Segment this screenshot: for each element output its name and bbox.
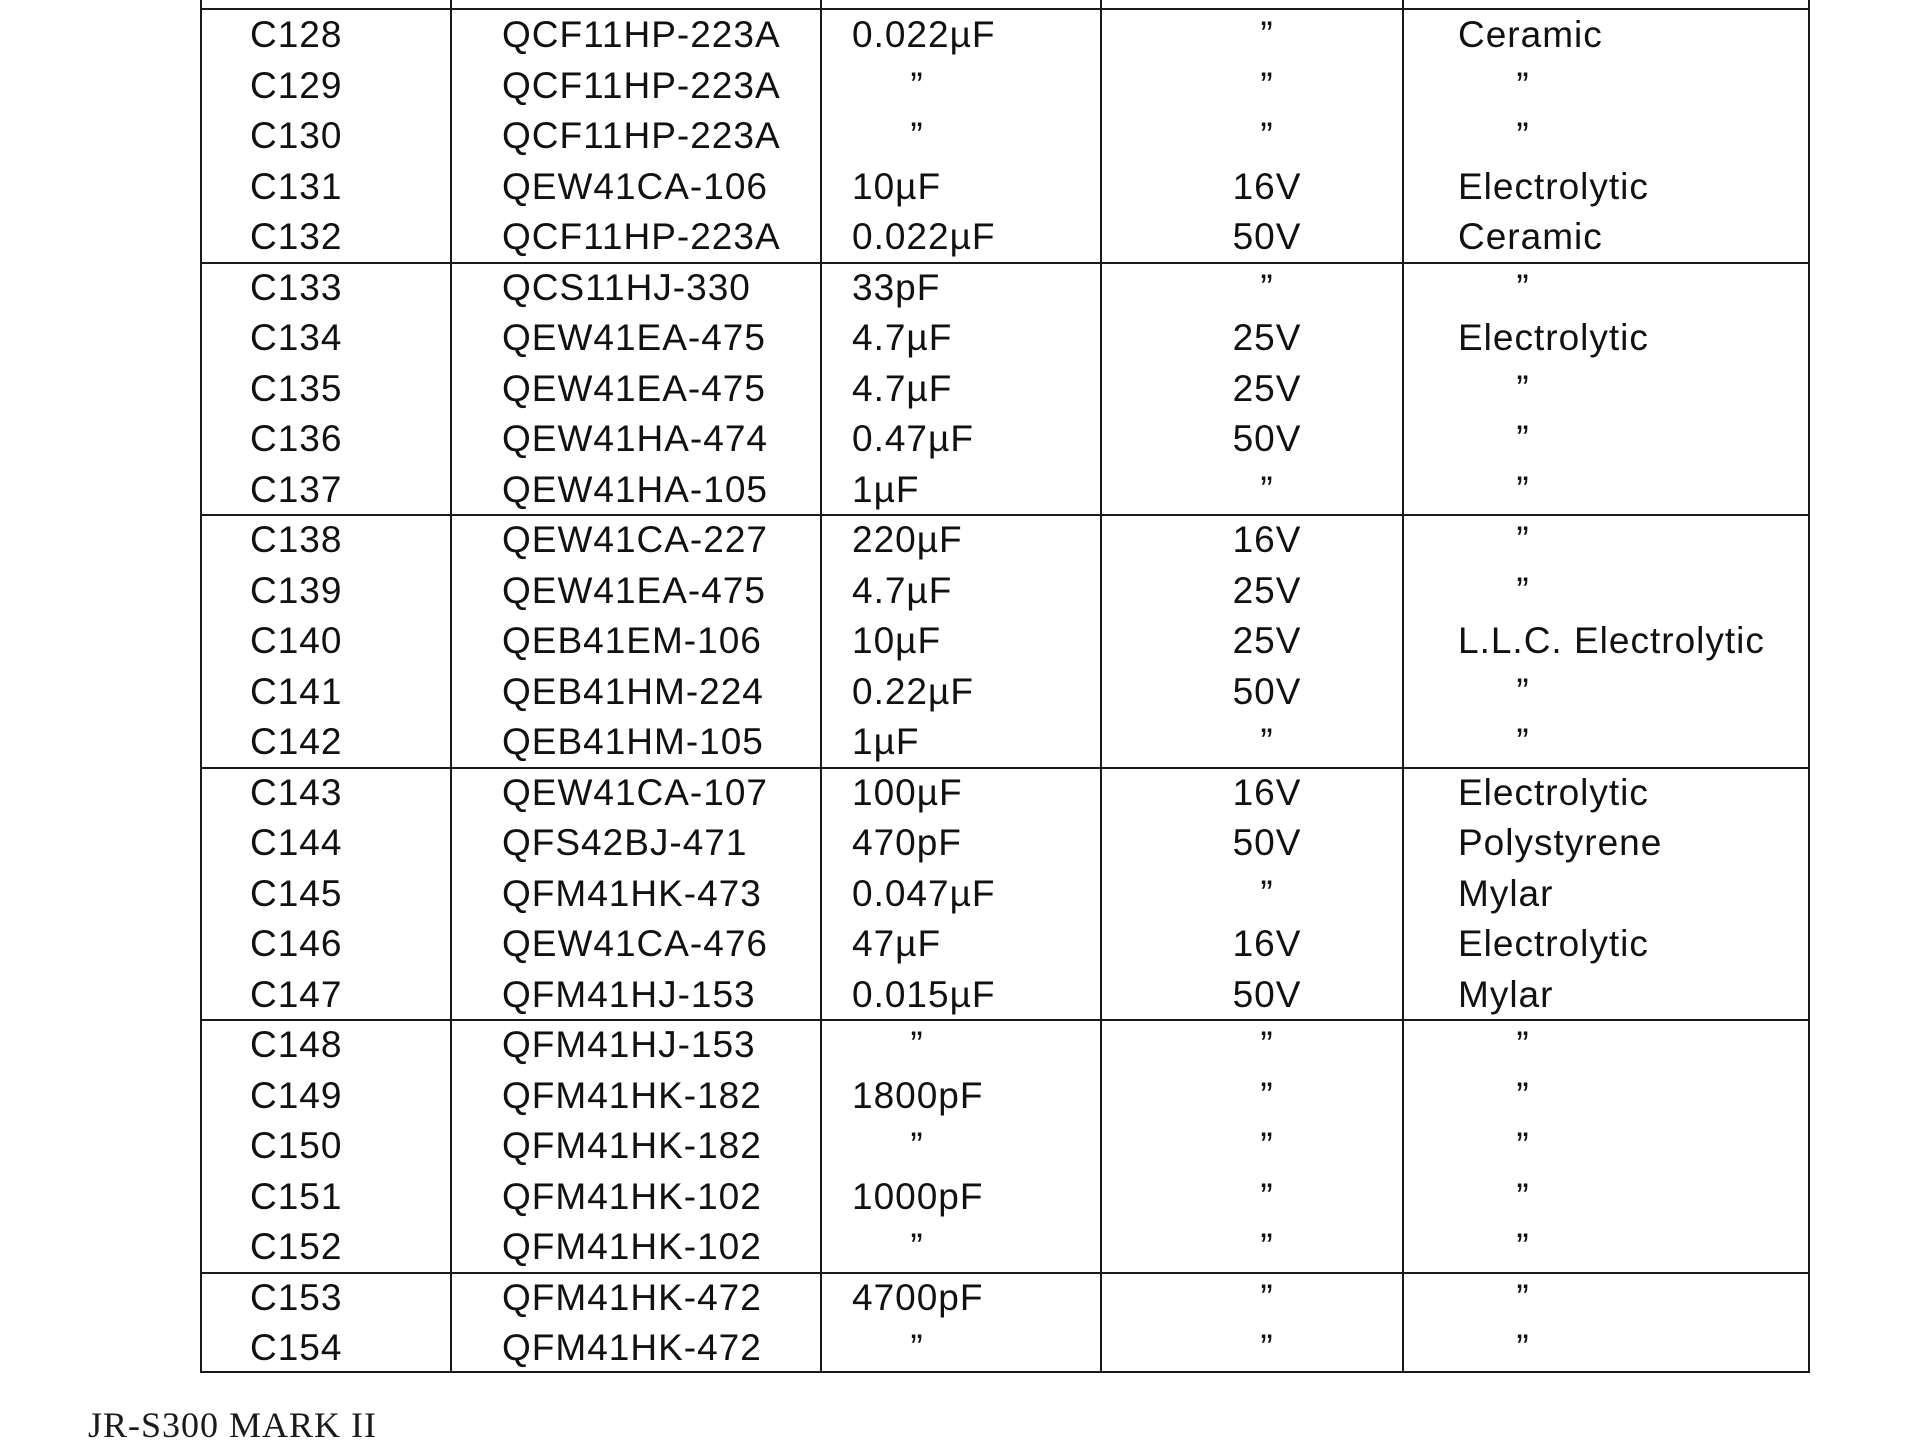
table-row [202, 768, 1808, 818]
ref-cell: C133 [250, 266, 343, 308]
value-cell: ” [910, 1125, 924, 1166]
part-number-cell: QFM41HK-102 [502, 1175, 762, 1217]
type-cell: ” [1516, 64, 1530, 106]
value-cell: 4.7µF [852, 569, 953, 611]
table-row [202, 616, 1808, 666]
ref-cell: C154 [250, 1327, 343, 1368]
type-cell: Mylar [1458, 872, 1554, 914]
type-cell: ” [1516, 1125, 1530, 1166]
value-cell: ” [910, 1024, 924, 1065]
group-divider [202, 1019, 1808, 1021]
value-cell: ” [910, 1226, 924, 1267]
ref-cell: C129 [250, 64, 343, 106]
table-row [202, 1121, 1808, 1171]
table-row [202, 869, 1808, 919]
value-cell: 1µF [852, 721, 920, 762]
voltage-cell: 25V [1232, 367, 1302, 409]
ref-cell: C148 [250, 1024, 343, 1065]
value-cell: 0.022µF [852, 14, 996, 55]
type-cell: L.L.C. Electrolytic [1458, 620, 1765, 661]
voltage-cell: ” [1260, 468, 1274, 510]
table-row [202, 212, 1808, 262]
value-cell: ” [910, 64, 924, 106]
table-row [202, 162, 1808, 212]
ref-cell: C144 [250, 822, 343, 863]
ref-cell: C149 [250, 1074, 343, 1116]
type-cell: ” [1516, 519, 1530, 560]
ref-cell: C142 [250, 721, 343, 762]
value-cell: 4.7µF [852, 367, 953, 409]
voltage-cell: 25V [1232, 620, 1302, 661]
type-cell: ” [1516, 367, 1530, 409]
table-row [202, 111, 1808, 161]
ref-cell: C135 [250, 367, 343, 409]
part-number-cell: QEW41HA-474 [502, 418, 768, 459]
value-cell: 10µF [852, 620, 942, 661]
value-cell: ” [910, 1327, 924, 1368]
value-cell: 1800pF [852, 1074, 984, 1116]
group-divider [202, 1272, 1808, 1274]
voltage-cell: ” [1260, 1276, 1274, 1318]
part-number-cell: QCF11HP-223A [502, 64, 781, 106]
type-cell: Electrolytic [1458, 771, 1649, 813]
type-cell: Ceramic [1458, 14, 1603, 55]
voltage-cell: ” [1260, 1175, 1274, 1217]
voltage-cell: ” [1260, 1125, 1274, 1166]
part-number-cell: QFM41HK-182 [502, 1125, 762, 1166]
type-cell: ” [1516, 468, 1530, 510]
part-number-cell: QFM41HK-182 [502, 1074, 762, 1116]
type-cell: ” [1516, 1074, 1530, 1116]
voltage-cell: 16V [1232, 519, 1302, 560]
voltage-cell: 16V [1232, 165, 1302, 207]
value-cell: 10µF [852, 165, 942, 207]
table-row [202, 1323, 1808, 1373]
part-number-cell: QFM41HK-102 [502, 1226, 762, 1267]
value-cell: 4700pF [852, 1276, 984, 1318]
voltage-cell: ” [1260, 115, 1274, 156]
ref-cell: C153 [250, 1276, 343, 1318]
value-cell: 100µF [852, 771, 963, 813]
column-divider [820, 0, 822, 1371]
value-cell: 0.22µF [852, 670, 974, 712]
group-divider [202, 514, 1808, 516]
ref-cell: C138 [250, 519, 343, 560]
voltage-cell: 16V [1232, 923, 1302, 964]
table-row [202, 414, 1808, 464]
voltage-cell: 50V [1232, 418, 1302, 459]
voltage-cell: 25V [1232, 569, 1302, 611]
ref-cell: C134 [250, 317, 343, 358]
voltage-cell: 50V [1232, 973, 1302, 1015]
voltage-cell: ” [1260, 872, 1274, 914]
table-header-edge [202, 0, 1808, 10]
table-row [202, 1172, 1808, 1222]
part-number-cell: QCF11HP-223A [502, 115, 781, 156]
type-cell: Electrolytic [1458, 165, 1649, 207]
table-row [202, 1273, 1808, 1323]
table-row [202, 10, 1808, 60]
ref-cell: C145 [250, 872, 343, 914]
value-cell: 33pF [852, 266, 941, 308]
voltage-cell: ” [1260, 14, 1274, 55]
value-cell: 0.015µF [852, 973, 996, 1015]
type-cell: ” [1516, 1276, 1530, 1318]
part-number-cell: QFM41HK-472 [502, 1276, 762, 1318]
ref-cell: C139 [250, 569, 343, 611]
part-number-cell: QCS11HJ-330 [502, 266, 751, 308]
part-number-cell: QEB41HM-224 [502, 670, 764, 712]
value-cell: 0.047µF [852, 872, 996, 914]
type-cell: ” [1516, 266, 1530, 308]
voltage-cell: 25V [1232, 317, 1302, 358]
part-number-cell: QCF11HP-223A [502, 14, 781, 55]
voltage-cell: ” [1260, 1074, 1274, 1116]
table-row [202, 970, 1808, 1020]
table-row [202, 1071, 1808, 1121]
value-cell: 220µF [852, 519, 963, 560]
voltage-cell: ” [1260, 64, 1274, 106]
part-number-cell: QFS42BJ-471 [502, 822, 748, 863]
type-cell: Electrolytic [1458, 923, 1649, 964]
ref-cell: C128 [250, 14, 343, 55]
table-row [202, 263, 1808, 313]
column-divider [1402, 0, 1404, 1371]
part-number-cell: QEW41EA-475 [502, 569, 766, 611]
part-number-cell: QEW41CA-476 [502, 923, 768, 964]
part-number-cell: QEW41CA-107 [502, 771, 768, 813]
value-cell: 470pF [852, 822, 962, 863]
part-number-cell: QFM41HK-473 [502, 872, 762, 914]
model-footer: JR-S300 MARK II [88, 1405, 378, 1445]
type-cell: ” [1516, 721, 1530, 762]
ref-cell: C150 [250, 1125, 343, 1166]
type-cell: ” [1516, 569, 1530, 611]
ref-cell: C146 [250, 923, 343, 964]
part-number-cell: QEW41CA-227 [502, 519, 768, 560]
type-cell: Polystyrene [1458, 822, 1663, 863]
ref-cell: C152 [250, 1226, 343, 1267]
value-cell: 47µF [852, 923, 942, 964]
voltage-cell: ” [1260, 721, 1274, 762]
voltage-cell: 50V [1232, 670, 1302, 712]
type-cell: ” [1516, 1226, 1530, 1267]
voltage-cell: ” [1260, 1024, 1274, 1065]
type-cell: Mylar [1458, 973, 1554, 1015]
type-cell: ” [1516, 1327, 1530, 1368]
value-cell: 0.47µF [852, 418, 974, 459]
ref-cell: C131 [250, 165, 343, 207]
ref-cell: C151 [250, 1175, 343, 1217]
table-row [202, 515, 1808, 565]
value-cell: 0.022µF [852, 216, 996, 257]
table-row [202, 61, 1808, 111]
voltage-cell: ” [1260, 1226, 1274, 1267]
value-cell: 1000pF [852, 1175, 984, 1217]
voltage-cell: 16V [1232, 771, 1302, 813]
voltage-cell: ” [1260, 266, 1274, 308]
part-number-cell: QFM41HJ-153 [502, 1024, 756, 1065]
voltage-cell: ” [1260, 1327, 1274, 1368]
table-row [202, 465, 1808, 515]
table-row [202, 1020, 1808, 1070]
table-row [202, 566, 1808, 616]
table-row [202, 818, 1808, 868]
ref-cell: C143 [250, 771, 343, 813]
part-number-cell: QEB41EM-106 [502, 620, 762, 661]
voltage-cell: 50V [1232, 216, 1302, 257]
type-cell: Electrolytic [1458, 317, 1649, 358]
column-divider [1100, 0, 1102, 1371]
value-cell: 1µF [852, 468, 920, 510]
type-cell: ” [1516, 670, 1530, 712]
ref-cell: C130 [250, 115, 343, 156]
column-divider [450, 0, 452, 1371]
ref-cell: C132 [250, 216, 343, 257]
part-number-cell: QEB41HM-105 [502, 721, 764, 762]
parts-list-table [200, 0, 1810, 1373]
part-number-cell: QEW41CA-106 [502, 165, 768, 207]
ref-cell: C137 [250, 468, 343, 510]
part-number-cell: QFM41HJ-153 [502, 973, 756, 1015]
group-divider [202, 767, 1808, 769]
type-cell: ” [1516, 418, 1530, 459]
part-number-cell: QEW41EA-475 [502, 317, 766, 358]
part-number-cell: QFM41HK-472 [502, 1327, 762, 1368]
voltage-cell: 50V [1232, 822, 1302, 863]
value-cell: 4.7µF [852, 317, 953, 358]
part-number-cell: QEW41HA-105 [502, 468, 768, 510]
table-row [202, 1222, 1808, 1272]
value-cell: ” [910, 115, 924, 156]
table-row [202, 717, 1808, 767]
type-cell: ” [1516, 115, 1530, 156]
ref-cell: C141 [250, 670, 343, 712]
ref-cell: C136 [250, 418, 343, 459]
group-divider [202, 262, 1808, 264]
ref-cell: C140 [250, 620, 343, 661]
part-number-cell: QEW41EA-475 [502, 367, 766, 409]
type-cell: ” [1516, 1175, 1530, 1217]
type-cell: Ceramic [1458, 216, 1603, 257]
table-row [202, 364, 1808, 414]
ref-cell: C147 [250, 973, 343, 1015]
table-row [202, 919, 1808, 969]
table-row [202, 667, 1808, 717]
type-cell: ” [1516, 1024, 1530, 1065]
table-row [202, 313, 1808, 363]
part-number-cell: QCF11HP-223A [502, 216, 781, 257]
